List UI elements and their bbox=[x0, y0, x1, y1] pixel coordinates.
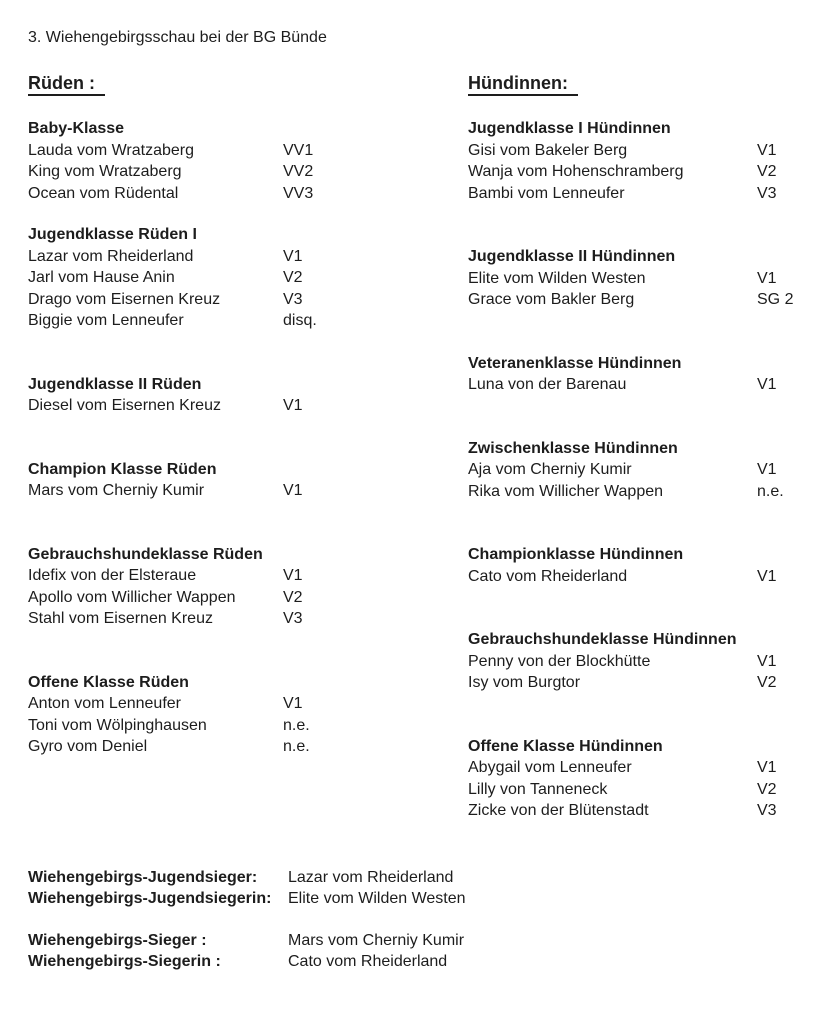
dog-name: Rika vom Willicher Wappen bbox=[468, 482, 664, 500]
dog-name: Bambi vom Lenneufer bbox=[468, 184, 625, 202]
dog-result: n.e. bbox=[757, 482, 784, 500]
class-section bbox=[468, 736, 836, 822]
class-section bbox=[468, 629, 836, 694]
dog-result: V1 bbox=[757, 652, 777, 670]
winner-label: Wiehengebirgs-Sieger : bbox=[28, 931, 207, 949]
column-huendinnen bbox=[468, 72, 836, 822]
class-header: Veteranenklasse Hündinnen bbox=[468, 354, 682, 372]
result-row bbox=[468, 140, 836, 162]
dog-result: disq. bbox=[283, 312, 317, 329]
dog-name: Anton vom Lenneufer bbox=[28, 695, 181, 712]
dog-name: Elite vom Wilden Westen bbox=[468, 269, 646, 287]
class-section bbox=[468, 438, 836, 503]
dog-name: Apollo vom Willicher Wappen bbox=[28, 588, 236, 606]
winner-value: Elite vom Wilden Westen bbox=[288, 890, 466, 907]
result-row bbox=[468, 459, 836, 481]
result-row bbox=[28, 565, 468, 587]
result-row bbox=[28, 395, 468, 417]
dog-result: SG 2 bbox=[757, 291, 794, 308]
result-row bbox=[28, 693, 468, 715]
class-rows bbox=[28, 140, 468, 205]
dog-name: Penny von der Blockhütte bbox=[468, 652, 651, 670]
dog-result: V1 bbox=[757, 567, 777, 585]
result-row bbox=[28, 715, 468, 737]
dog-name: Drago vom Eisernen Kreuz bbox=[28, 290, 221, 308]
dog-name: Ocean vom Rüdental bbox=[28, 184, 179, 202]
class-section bbox=[468, 544, 836, 587]
dog-result: n.e. bbox=[283, 716, 310, 734]
dog-name: Aja vom Cherniy Kumir bbox=[468, 461, 632, 478]
page-title: 3. Wiehengebirgsschau bei der BG Bünde bbox=[28, 29, 327, 46]
dog-name: Stahl vom Eisernen Kreuz bbox=[28, 610, 213, 627]
column-heading-huendinnen bbox=[468, 72, 836, 94]
result-row bbox=[468, 566, 836, 588]
class-section bbox=[28, 118, 468, 204]
class-rows bbox=[468, 566, 836, 588]
dog-result: V2 bbox=[757, 163, 777, 180]
class-section bbox=[468, 118, 836, 204]
dog-name: Jarl vom Hause Anin bbox=[28, 269, 175, 286]
winner-label: Wiehengebirgs-Jugendsieger: bbox=[28, 868, 258, 886]
result-row bbox=[468, 374, 836, 396]
dog-result: V2 bbox=[283, 269, 303, 286]
youth-winners-group bbox=[28, 867, 836, 910]
result-row bbox=[468, 651, 836, 673]
dog-result: n.e. bbox=[283, 738, 310, 755]
result-row bbox=[468, 800, 836, 822]
result-row bbox=[468, 672, 836, 694]
class-section bbox=[28, 672, 468, 758]
class-header: Gebrauchshundeklasse Hündinnen bbox=[468, 631, 737, 648]
dog-result: V3 bbox=[757, 184, 777, 202]
winner-row bbox=[28, 888, 836, 910]
dog-name: King vom Wratzaberg bbox=[28, 163, 182, 180]
dog-result: V1 bbox=[757, 461, 777, 478]
dog-name: Lilly von Tanneneck bbox=[468, 780, 608, 798]
result-row bbox=[468, 268, 836, 290]
result-row bbox=[28, 246, 468, 268]
dog-name: Lauda vom Wratzaberg bbox=[28, 141, 195, 159]
dog-result: VV2 bbox=[283, 163, 314, 180]
dog-name: Gisi vom Bakeler Berg bbox=[468, 141, 628, 159]
sections-rueden bbox=[28, 118, 468, 758]
dog-result: V2 bbox=[757, 780, 777, 798]
dog-result: V3 bbox=[757, 802, 777, 819]
winner-row bbox=[28, 867, 836, 889]
class-section bbox=[468, 353, 836, 396]
class-header: Baby-Klasse bbox=[28, 120, 125, 137]
dog-result: V1 bbox=[283, 247, 303, 265]
dog-name: Isy vom Burgtor bbox=[468, 674, 581, 691]
column-heading-rueden-label: Rüden : bbox=[28, 73, 105, 96]
dog-result: V1 bbox=[283, 695, 303, 712]
dog-result: V2 bbox=[757, 674, 777, 691]
class-rows bbox=[468, 268, 836, 311]
winner-value: Mars vom Cherniy Kumir bbox=[288, 931, 465, 949]
result-row bbox=[28, 587, 468, 609]
dog-result: V1 bbox=[757, 141, 777, 159]
dog-name: Idefix von der Elsteraue bbox=[28, 567, 197, 584]
class-header: Jugendklasse II Rüden bbox=[28, 375, 202, 393]
dog-name: Biggie vom Lenneufer bbox=[28, 312, 184, 329]
class-rows bbox=[468, 757, 836, 822]
result-row bbox=[28, 289, 468, 311]
result-row bbox=[468, 183, 836, 205]
dog-name: Gyro vom Deniel bbox=[28, 738, 148, 755]
winner-row bbox=[28, 930, 836, 952]
winner-value: Lazar vom Rheiderland bbox=[288, 868, 454, 886]
class-header: Zwischenklasse Hündinnen bbox=[468, 439, 678, 457]
dog-result: V1 bbox=[757, 759, 777, 776]
dog-name: Mars vom Cherniy Kumir bbox=[28, 482, 205, 499]
dog-name: Diesel vom Eisernen Kreuz bbox=[28, 397, 221, 414]
class-section bbox=[468, 246, 836, 311]
class-section bbox=[28, 224, 468, 332]
winner-row bbox=[28, 951, 836, 973]
dog-result: VV1 bbox=[283, 141, 314, 159]
result-row bbox=[28, 310, 468, 332]
dog-name: Zicke von der Blütenstadt bbox=[468, 802, 649, 819]
result-row bbox=[468, 779, 836, 801]
main-winners-group bbox=[28, 930, 836, 973]
result-row bbox=[468, 481, 836, 503]
class-header: Jugendklasse Rüden I bbox=[28, 226, 197, 243]
class-header: Jugendklasse II Hündinnen bbox=[468, 248, 676, 265]
class-section bbox=[28, 374, 468, 417]
class-section bbox=[28, 459, 468, 502]
dog-result: V1 bbox=[283, 567, 303, 584]
class-header: Champion Klasse Rüden bbox=[28, 460, 217, 478]
sections-huendinnen bbox=[468, 118, 836, 822]
result-row bbox=[468, 161, 836, 183]
winners-block bbox=[28, 867, 836, 973]
result-row bbox=[28, 183, 468, 205]
class-rows bbox=[468, 374, 836, 396]
column-heading-huendinnen-label: Hündinnen: bbox=[468, 73, 578, 96]
column-heading-rueden bbox=[28, 72, 468, 94]
winner-label: Wiehengebirgs-Siegerin : bbox=[28, 953, 221, 970]
result-row bbox=[28, 480, 468, 502]
class-rows bbox=[468, 140, 836, 205]
class-rows bbox=[28, 693, 468, 758]
result-row bbox=[28, 267, 468, 289]
class-rows bbox=[28, 395, 468, 417]
dog-name: Wanja vom Hohenschramberg bbox=[468, 163, 684, 180]
dog-result: V3 bbox=[283, 610, 303, 627]
class-rows bbox=[28, 565, 468, 630]
class-rows bbox=[28, 246, 468, 332]
dog-name: Lazar vom Rheiderland bbox=[28, 247, 194, 265]
dog-result: V2 bbox=[283, 588, 303, 606]
dog-name: Cato vom Rheiderland bbox=[468, 567, 628, 585]
dog-name: Toni vom Wölpinghausen bbox=[28, 716, 207, 734]
result-row bbox=[28, 608, 468, 630]
result-row bbox=[468, 757, 836, 779]
class-header: Jugendklasse I Hündinnen bbox=[468, 120, 671, 137]
class-section bbox=[28, 544, 468, 630]
class-header: Offene Klasse Rüden bbox=[28, 673, 189, 691]
class-rows bbox=[468, 459, 836, 502]
results-columns bbox=[28, 72, 836, 822]
dog-result: V1 bbox=[757, 376, 777, 393]
dog-result: V1 bbox=[757, 269, 777, 287]
class-rows bbox=[28, 480, 468, 502]
result-row bbox=[468, 289, 836, 311]
dog-result: V3 bbox=[283, 290, 303, 308]
dog-result: V1 bbox=[283, 397, 303, 414]
result-row bbox=[28, 161, 468, 183]
class-header: Gebrauchshundeklasse Rüden bbox=[28, 545, 263, 563]
class-header: Championklasse Hündinnen bbox=[468, 546, 684, 563]
winner-value: Cato vom Rheiderland bbox=[288, 953, 448, 970]
class-rows bbox=[468, 651, 836, 694]
result-row bbox=[28, 736, 468, 758]
column-rueden bbox=[28, 72, 468, 822]
class-header: Offene Klasse Hündinnen bbox=[468, 737, 663, 755]
dog-name: Abygail vom Lenneufer bbox=[468, 759, 632, 776]
winner-label: Wiehengebirgs-Jugendsiegerin: bbox=[28, 890, 272, 907]
dog-result: VV3 bbox=[283, 184, 314, 202]
result-row bbox=[28, 140, 468, 162]
dog-result: V1 bbox=[283, 482, 303, 499]
dog-name: Luna von der Barenau bbox=[468, 376, 627, 393]
dog-name: Grace vom Bakler Berg bbox=[468, 291, 635, 308]
